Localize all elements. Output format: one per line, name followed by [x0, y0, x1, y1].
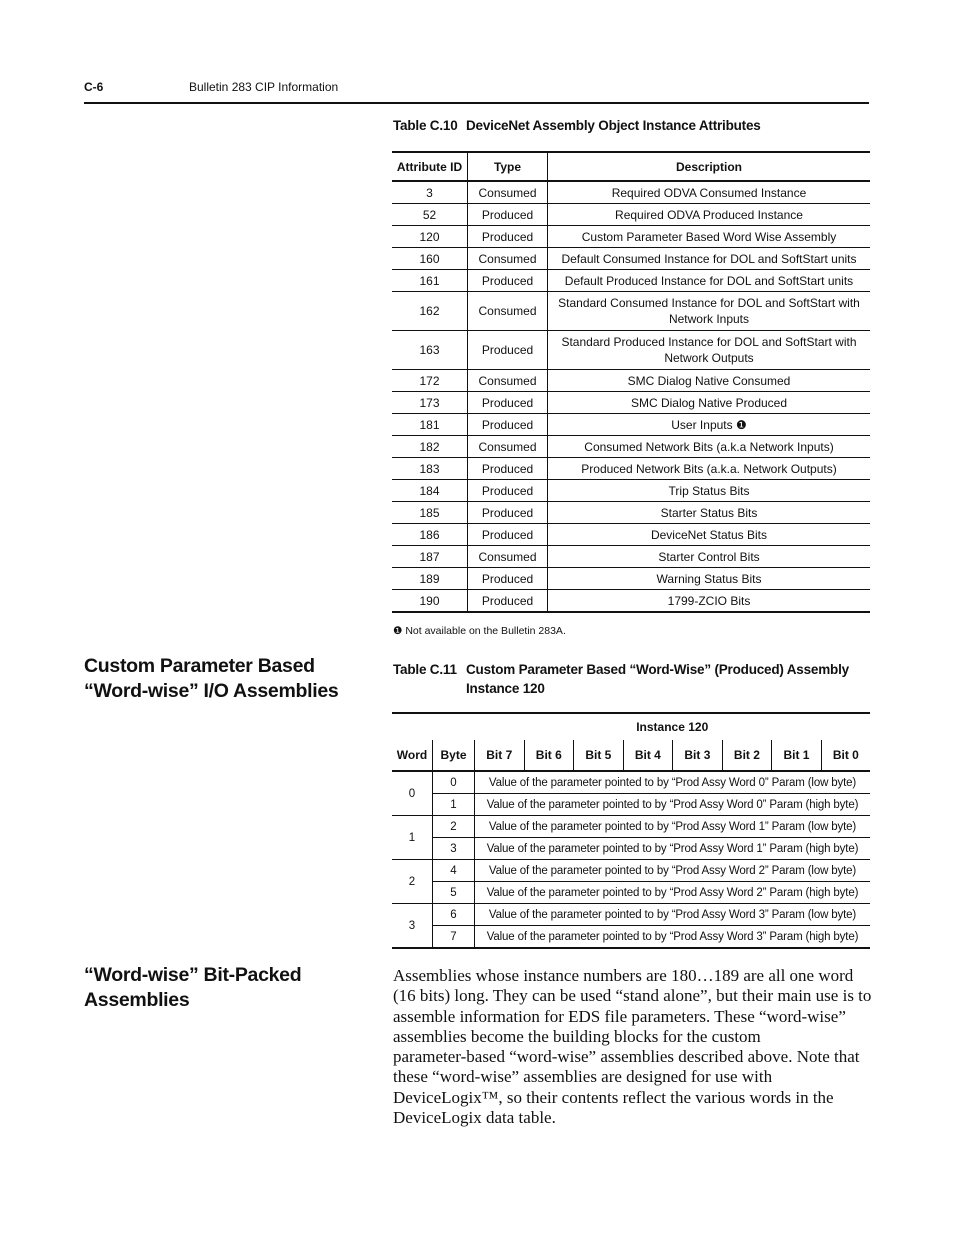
type-cell: Produced [468, 226, 548, 248]
attribute-id-cell: 190 [392, 590, 468, 613]
attribute-id-cell: 181 [392, 414, 468, 436]
paragraph-line: assemble information for EDS file parameters. These “word-wise” [393, 1006, 846, 1026]
description-line: Standard Produced Instance for DOL and SoftStart with [561, 335, 857, 349]
paragraph-line: DeviceLogix™, so their contents reflect the various words in the [393, 1087, 834, 1107]
attribute-id-cell: 172 [392, 370, 468, 392]
attribute-id-cell: 173 [392, 392, 468, 414]
description-cell [548, 331, 871, 370]
description-cell: Warning Status Bits [548, 568, 871, 590]
table-row [392, 794, 870, 816]
heading-line: “Word-wise” I/O Assemblies [84, 680, 339, 702]
description-line: Standard Consumed Instance for DOL and SoftStart with [558, 296, 860, 310]
table-c11-title-line2: Instance 120 [466, 681, 545, 696]
type-cell: Produced [468, 458, 548, 480]
attribute-id-cell: 163 [392, 331, 468, 370]
type-cell: Produced [468, 392, 548, 414]
value-cell: Value of the parameter pointed to by “Prod Assy Word 0” Param (low byte) [475, 771, 871, 794]
byte-cell: 4 [433, 860, 475, 882]
column-header: Bit 3 [673, 740, 723, 771]
type-cell: Produced [468, 568, 548, 590]
type-cell: Produced [468, 524, 548, 546]
column-header: Bit 4 [623, 740, 673, 771]
table-row [392, 771, 870, 794]
description-cell: 1799-ZCIO Bits [548, 590, 871, 613]
column-header: Word [392, 740, 433, 771]
column-header: Bit 5 [574, 740, 624, 771]
table-c11 [392, 712, 870, 949]
table-c10-footnote: ❶ Not available on the Bulletin 283A. [393, 625, 566, 637]
table-row [392, 590, 870, 613]
table-row [392, 926, 870, 949]
type-cell: Produced [468, 590, 548, 613]
word-cell: 2 [392, 860, 433, 904]
attribute-id-cell: 186 [392, 524, 468, 546]
description-cell: Starter Status Bits [548, 502, 871, 524]
type-cell: Produced [468, 331, 548, 370]
type-cell: Consumed [468, 248, 548, 270]
column-header: Bit 0 [821, 740, 870, 771]
description-line: Network Outputs [664, 351, 754, 365]
paragraph-line: parameter-based “word-wise” assemblies described above. Note that [393, 1047, 860, 1067]
description-cell: SMC Dialog Native Produced [548, 392, 871, 414]
value-cell: Value of the parameter pointed to by “Prod Assy Word 1” Param (low byte) [475, 816, 871, 838]
table-c11-caption [393, 660, 849, 698]
table-c10 [392, 151, 870, 613]
value-cell: Value of the parameter pointed to by “Prod Assy Word 3” Param (low byte) [475, 904, 871, 926]
table-c11-number: Table C.11 [393, 662, 457, 677]
table-row [392, 392, 870, 414]
table-row [392, 331, 870, 370]
byte-cell: 7 [433, 926, 475, 949]
type-cell: Consumed [468, 370, 548, 392]
type-cell: Consumed [468, 292, 548, 331]
section-heading-custom-parameter [84, 654, 338, 704]
byte-cell: 1 [433, 794, 475, 816]
column-header: Bit 7 [475, 740, 525, 771]
table-row [392, 270, 870, 292]
section-heading-bit-packed [84, 963, 301, 1013]
table-row [392, 204, 870, 226]
table-row [392, 882, 870, 904]
description-cell: Default Consumed Instance for DOL and SoftStart units [548, 248, 871, 270]
column-header: Bit 1 [772, 740, 822, 771]
type-cell: Consumed [468, 181, 548, 204]
description-line: Network Inputs [668, 312, 750, 326]
table-row [392, 226, 870, 248]
word-cell: 0 [392, 771, 433, 816]
description-cell: Required ODVA Consumed Instance [548, 181, 871, 204]
paragraph-line: Assemblies whose instance numbers are 180…189 are all one word [393, 966, 854, 985]
column-header: Type [468, 152, 548, 181]
description-cell: User Inputs ❶ [548, 414, 871, 436]
type-cell: Produced [468, 414, 548, 436]
paragraph-line: DeviceLogix data table. [393, 1108, 556, 1128]
table-row [392, 546, 870, 568]
description-cell: Custom Parameter Based Word Wise Assembly [548, 226, 871, 248]
attribute-id-cell: 189 [392, 568, 468, 590]
description-cell: Required ODVA Produced Instance [548, 204, 871, 226]
attribute-id-cell: 182 [392, 436, 468, 458]
byte-cell: 5 [433, 882, 475, 904]
table-row [392, 816, 870, 838]
running-header-title: Bulletin 283 CIP Information [189, 80, 339, 94]
column-header: Description [548, 152, 871, 181]
paragraph-line: assemblies become the building blocks for the custom [393, 1026, 761, 1046]
heading-line: Custom Parameter Based [84, 655, 315, 677]
attribute-id-cell: 160 [392, 248, 468, 270]
type-cell: Produced [468, 502, 548, 524]
heading-line: “Word-wise” Bit-Packed [84, 964, 302, 986]
description-cell: Trip Status Bits [548, 480, 871, 502]
column-header: Byte [433, 740, 475, 771]
table-row [392, 436, 870, 458]
group-header: Instance 120 [475, 713, 871, 740]
table-c10-number: Table C.10 [393, 118, 458, 133]
byte-cell: 6 [433, 904, 475, 926]
attribute-id-cell: 120 [392, 226, 468, 248]
column-header: Bit 6 [524, 740, 574, 771]
table-row [392, 838, 870, 860]
table-row [392, 502, 870, 524]
value-cell: Value of the parameter pointed to by “Prod Assy Word 1” Param (high byte) [475, 838, 871, 860]
value-cell: Value of the parameter pointed to by “Prod Assy Word 0” Param (high byte) [475, 794, 871, 816]
table-c10-title: DeviceNet Assembly Object Instance Attributes [466, 118, 761, 133]
attribute-id-cell: 3 [392, 181, 468, 204]
attribute-id-cell: 185 [392, 502, 468, 524]
attribute-id-cell: 183 [392, 458, 468, 480]
table-c11-title-line1: Custom Parameter Based “Word-Wise” (Produced) Assembly [466, 662, 849, 677]
paragraph-line: (16 bits) long. They can be used “stand alone”, but their main use is to [393, 986, 872, 1006]
value-cell: Value of the parameter pointed to by “Prod Assy Word 2” Param (high byte) [475, 882, 871, 904]
description-cell: Starter Control Bits [548, 546, 871, 568]
column-header: Attribute ID [392, 152, 468, 181]
word-cell: 1 [392, 816, 433, 860]
header-rule [84, 102, 869, 104]
description-cell [548, 292, 871, 331]
table-c10-caption [393, 118, 761, 133]
word-cell: 3 [392, 904, 433, 949]
attribute-id-cell: 184 [392, 480, 468, 502]
paragraph-line: these “word-wise” assemblies are designed for use with [393, 1067, 773, 1087]
attribute-id-cell: 187 [392, 546, 468, 568]
table-row [392, 458, 870, 480]
body-paragraph [393, 966, 873, 1128]
table-row [392, 181, 870, 204]
value-cell: Value of the parameter pointed to by “Prod Assy Word 3” Param (high byte) [475, 926, 871, 949]
table-row [392, 568, 870, 590]
table-row [392, 904, 870, 926]
attribute-id-cell: 161 [392, 270, 468, 292]
description-cell: Produced Network Bits (a.k.a. Network Outputs) [548, 458, 871, 480]
byte-cell: 3 [433, 838, 475, 860]
table-row [392, 524, 870, 546]
type-cell: Produced [468, 270, 548, 292]
byte-cell: 0 [433, 771, 475, 794]
description-cell: Default Produced Instance for DOL and SoftStart units [548, 270, 871, 292]
type-cell: Produced [468, 480, 548, 502]
attribute-id-cell: 162 [392, 292, 468, 331]
description-cell: SMC Dialog Native Consumed [548, 370, 871, 392]
type-cell: Consumed [468, 546, 548, 568]
description-cell: DeviceNet Status Bits [548, 524, 871, 546]
value-cell: Value of the parameter pointed to by “Prod Assy Word 2” Param (low byte) [475, 860, 871, 882]
type-cell: Produced [468, 204, 548, 226]
table-row [392, 248, 870, 270]
column-header: Bit 2 [722, 740, 772, 771]
type-cell: Consumed [468, 436, 548, 458]
heading-line: Assemblies [84, 989, 190, 1011]
description-cell: Consumed Network Bits (a.k.a Network Inputs) [548, 436, 871, 458]
table-row [392, 860, 870, 882]
table-row [392, 292, 870, 331]
page-number: C-6 [84, 80, 104, 94]
table-row [392, 370, 870, 392]
byte-cell: 2 [433, 816, 475, 838]
attribute-id-cell: 52 [392, 204, 468, 226]
table-row [392, 414, 870, 436]
table-row [392, 480, 870, 502]
